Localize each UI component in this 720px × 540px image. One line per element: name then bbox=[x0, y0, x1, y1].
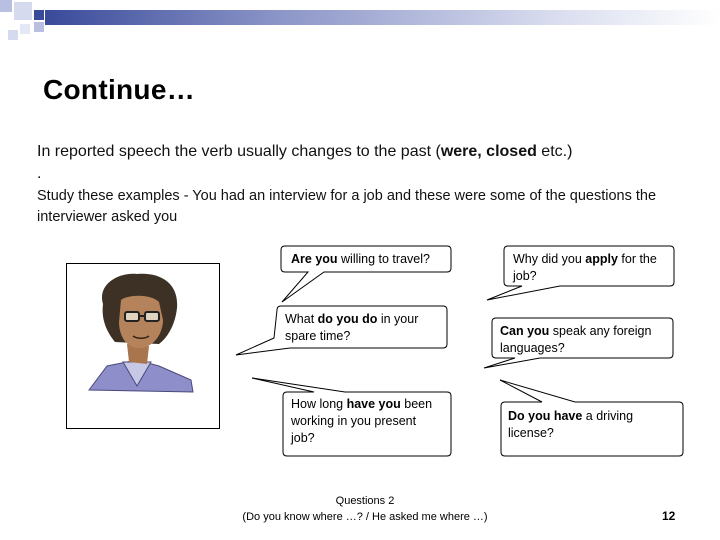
bubble-5-segment: How long bbox=[291, 397, 347, 411]
footer-line-2: (Do you know where …? / He asked me where …) bbox=[242, 511, 488, 523]
bubble-5-text bbox=[291, 396, 441, 447]
bubble-3-segment: do you do bbox=[317, 312, 378, 326]
slide-title: Continue… bbox=[43, 74, 196, 105]
bubble-2-segment: apply bbox=[585, 252, 618, 266]
instructions-text: Study these examples - You had an interview for a job and these were some of the questions the interviewer asked you bbox=[37, 188, 657, 225]
period-line: . bbox=[37, 165, 42, 182]
intro-text-end: etc.) bbox=[536, 143, 573, 160]
bubble-5-segment: have you bbox=[346, 397, 401, 411]
bubble-6-segment: Do you have bbox=[508, 409, 583, 423]
intro-text-bold: were, closed bbox=[440, 143, 537, 160]
intro-text-start: In reported speech the verb usually changes to the past ( bbox=[37, 143, 441, 160]
bubble-2-text bbox=[513, 251, 669, 285]
bubble-1-segment: willing to travel? bbox=[337, 252, 430, 266]
bubble-3-segment: What bbox=[285, 312, 318, 326]
bubble-4-text bbox=[500, 323, 670, 357]
bubble-3-text bbox=[285, 311, 443, 345]
bubble-4-segment: speak any foreign languages? bbox=[500, 324, 652, 355]
bubble-1-segment: Are you bbox=[291, 252, 338, 266]
bubble-2-segment: Why did you bbox=[513, 252, 586, 266]
bubble-4-segment: Can you bbox=[500, 324, 550, 338]
bubble-5-segment: been working in you present job? bbox=[291, 397, 433, 445]
bubble-2-segment: for the job? bbox=[513, 252, 657, 283]
page-number: 12 bbox=[662, 509, 676, 523]
footer-line-1: Questions 2 bbox=[335, 495, 395, 507]
bubble-6-segment: a driving license? bbox=[508, 409, 634, 440]
bubble-3-segment: in your spare time? bbox=[285, 312, 419, 343]
bubble-1-text bbox=[291, 251, 447, 268]
bubble-6-text bbox=[508, 408, 678, 442]
